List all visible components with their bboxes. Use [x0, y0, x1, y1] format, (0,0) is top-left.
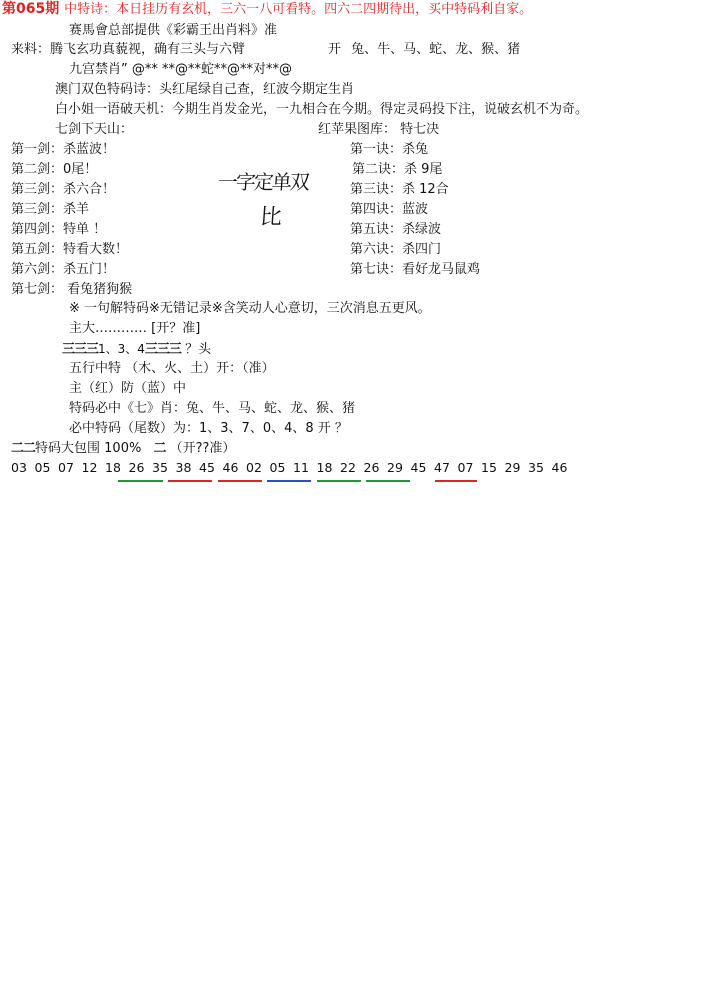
jue-item: 第四诀：蓝波 [350, 202, 429, 217]
jue-item: 第一诀：杀兔 [350, 142, 429, 157]
number-item: 12 [81, 460, 98, 475]
source-text: 来料：腾飞玄功真藐视，确有三头与六臂 [11, 42, 246, 57]
open-animals: 兔、牛、马、蛇、龙、猴、猪 [351, 42, 521, 57]
jue-item: 第二诀：杀 9尾 [352, 162, 443, 177]
sword-item: 第四剑：特单 ！ [11, 222, 107, 237]
number-item: 46 [551, 460, 568, 475]
underline-red-2 [218, 480, 262, 482]
provided-line: 赛馬會总部提供《彩霸王出肖料》准 [69, 23, 278, 38]
bars-mid: 三三三 [144, 342, 181, 357]
number-item: 47 [434, 460, 450, 475]
number-item: 38 [175, 460, 192, 475]
handwritten-line-1: 一字定单双 [217, 170, 309, 194]
miss-bai-line: 白小姐一语破天机：今期生肖发金光，一九相合在今期。得定灵码投下注，说破玄机不为奇。 [55, 102, 589, 117]
bao-result: （开??准） [165, 441, 236, 456]
issue-number: 第065期 [2, 1, 60, 17]
poem-text: 中特诗：本日挂历有玄机，三六一八可看特。四六二四期待出，买中特码利自家。 [64, 2, 533, 17]
number-item: 35 [152, 460, 168, 475]
number-list [11, 460, 575, 475]
bao-bars: 二二 [11, 441, 36, 456]
five-elements-line: 五行中特 （木、火、土）开：（准） [69, 361, 275, 376]
sword-item: 第三剑：杀羊 [11, 202, 90, 217]
seven-animals-line: 特码必中《七》肖：兔、牛、马、蛇、龙、猴、猪 [69, 401, 356, 416]
number-item: 26 [363, 460, 380, 475]
underline-red-3 [435, 480, 477, 482]
open-prefix: 开 [328, 42, 342, 57]
number-item: 18 [105, 460, 121, 475]
sword-item: 第一剑：杀蓝波！ [11, 142, 116, 157]
underline-green-1 [118, 480, 163, 482]
number-item: 11 [293, 460, 309, 475]
jue-item: 第七诀：看好龙马鼠鸡 [350, 262, 481, 277]
number-item: 29 [504, 460, 521, 475]
bao-label: 特码大包围 100% [35, 441, 142, 456]
sword-item: 第五剑：特看大数！ [11, 242, 129, 257]
number-item: 07 [457, 460, 474, 475]
underline-red-1 [168, 480, 212, 482]
number-item: 15 [481, 460, 497, 475]
number-item: 46 [222, 460, 239, 475]
number-item: 02 [246, 460, 262, 475]
swords-title: 七剑下天山： [55, 122, 134, 137]
jue-item: 第五诀：杀绿波 [350, 222, 442, 237]
bars-left: 三三三 [62, 342, 99, 357]
number-item: 29 [387, 460, 403, 475]
number-item: 26 [128, 460, 145, 475]
sword-item: 第三剑：杀六合！ [11, 182, 116, 197]
bao-line [11, 440, 235, 458]
nine-palace-line: 九宫禁肖” @** **@**蛇**@**对**@ [69, 62, 292, 77]
jue-item: 第六诀：杀四门 [350, 242, 442, 257]
colors-line: 主（红）防（蓝）中 [69, 381, 187, 396]
number-item: 35 [528, 460, 544, 475]
issue-header [2, 0, 532, 19]
number-item: 18 [316, 460, 333, 475]
open-animals-line [328, 41, 520, 59]
number-item: 45 [410, 460, 427, 475]
sword-item: 第七剑： 看兔猪狗猴 [11, 282, 133, 297]
number-item: 05 [34, 460, 51, 475]
jue-title: 红苹果图库： 特七决 [318, 122, 440, 137]
riddle-line: ※ 一句解特码※无错记录※含笑动人心意切，三次消息五更风。 [69, 301, 431, 316]
jue-item: 第三诀：杀 12合 [350, 182, 449, 197]
number-item: 45 [199, 460, 215, 475]
number-item: 07 [58, 460, 74, 475]
sword-item: 第二剑：0尾！ [11, 162, 98, 177]
sword-item: 第六剑：杀五门！ [11, 262, 116, 277]
bao-bars-2: 二 [153, 441, 166, 456]
number-item: 05 [269, 460, 286, 475]
macau-poem-line: 澳门双色特码诗：头红尾绿自己查，红波今期定生肖 [55, 82, 355, 97]
underline-green-3 [366, 480, 410, 482]
head-numbers: 1、3、4 [98, 342, 145, 356]
handwritten-line-2: 比 [258, 205, 283, 230]
number-item: 22 [340, 460, 356, 475]
head-suffix: ？头 [180, 342, 212, 357]
head-numbers-line [62, 340, 211, 359]
main-big-line: 主大………… [开？准] [69, 321, 201, 336]
number-item: 03 [11, 460, 27, 475]
underline-blue-1 [267, 480, 311, 482]
source-line [11, 41, 245, 59]
underline-green-2 [317, 480, 361, 482]
tails-line: 必中特码（尾数）为：1、3、7、0、4、8 开 ？ [69, 421, 348, 436]
